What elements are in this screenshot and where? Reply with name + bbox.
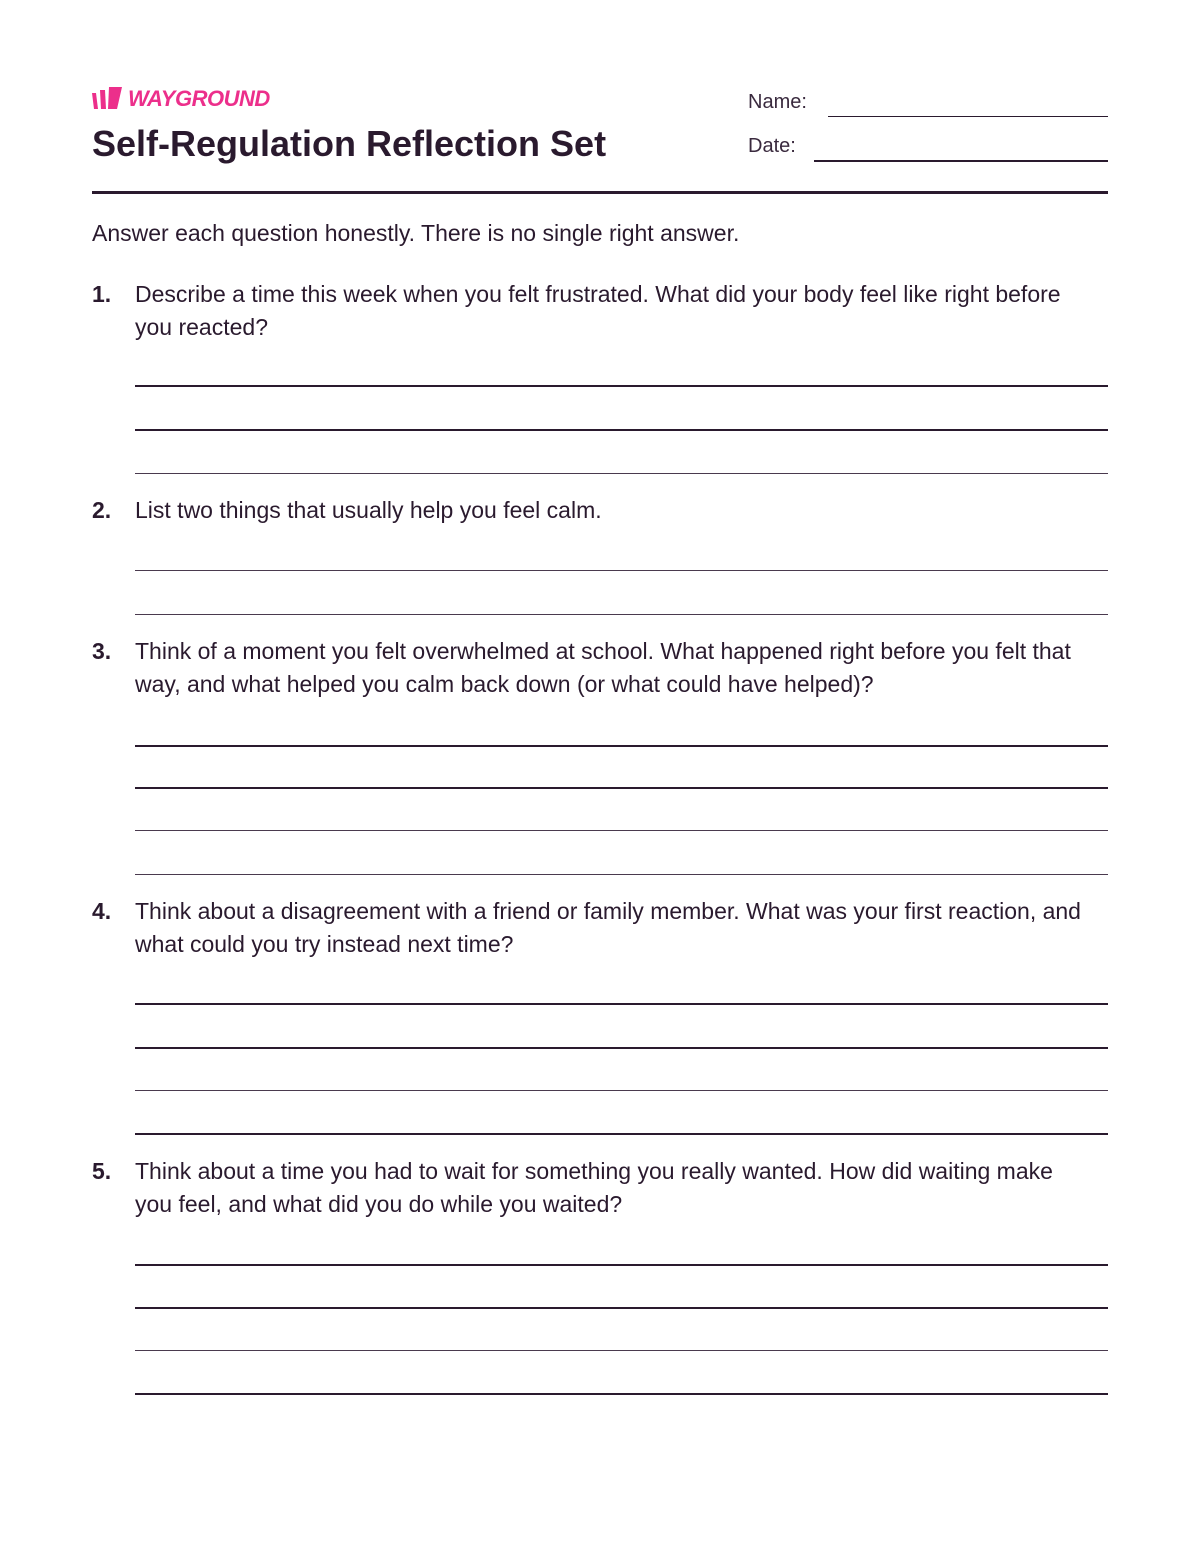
answer-line[interactable] xyxy=(135,1264,1108,1266)
question-text: Think about a time you had to wait for something you really wanted. How did waiting make you feel, and what did you do while you waited? xyxy=(135,1158,1053,1217)
answer-line[interactable] xyxy=(135,830,1108,831)
answer-line[interactable] xyxy=(135,1047,1108,1049)
worksheet-title: Self-Regulation Reflection Set xyxy=(92,123,607,164)
answer-line[interactable] xyxy=(135,1350,1108,1351)
question-number: 5. xyxy=(92,1158,112,1184)
name-field[interactable] xyxy=(748,90,807,114)
name-blank-line[interactable] xyxy=(828,116,1108,117)
header-divider xyxy=(92,191,1108,194)
answer-line[interactable] xyxy=(135,1090,1108,1091)
answer-line[interactable] xyxy=(135,570,1108,571)
question-number: 3. xyxy=(92,638,112,664)
question-number: 2. xyxy=(92,497,112,523)
answer-line[interactable] xyxy=(135,1307,1108,1309)
answer-line[interactable] xyxy=(135,429,1108,431)
question-number: 1. xyxy=(92,281,112,307)
answer-line[interactable] xyxy=(135,473,1108,474)
answer-line[interactable] xyxy=(135,1133,1108,1135)
wayground-logo xyxy=(92,86,270,112)
date-label: Date: xyxy=(748,135,796,157)
answer-line[interactable] xyxy=(135,745,1108,747)
answer-line[interactable] xyxy=(135,385,1108,387)
date-blank-line[interactable] xyxy=(814,160,1108,162)
answer-line[interactable] xyxy=(135,787,1108,789)
wayground-logo-icon xyxy=(92,87,122,111)
name-label: Name: xyxy=(748,91,807,113)
question-text: Describe a time this week when you felt frustrated. What did your body feel like right before you reacted? xyxy=(135,281,1061,340)
question-number: 4. xyxy=(92,898,112,924)
question-text: List two things that usually help you feel calm. xyxy=(135,497,602,523)
logo-wordmark: WAYGROUND xyxy=(128,86,270,111)
answer-line[interactable] xyxy=(135,1393,1108,1395)
question-text: Think about a disagreement with a friend or family member. What was your first reaction, and what could you try instead next time? xyxy=(135,898,1081,957)
answer-line[interactable] xyxy=(135,1003,1108,1005)
question-text: Think of a moment you felt overwhelmed at school. What happened right before you felt that way, and what helped you calm back down (or what could have helped)? xyxy=(135,638,1071,697)
answer-line[interactable] xyxy=(135,874,1108,875)
date-field[interactable] xyxy=(748,134,796,158)
instructions: Answer each question honestly. There is no single right answer. xyxy=(92,220,740,246)
answer-line[interactable] xyxy=(135,614,1108,615)
